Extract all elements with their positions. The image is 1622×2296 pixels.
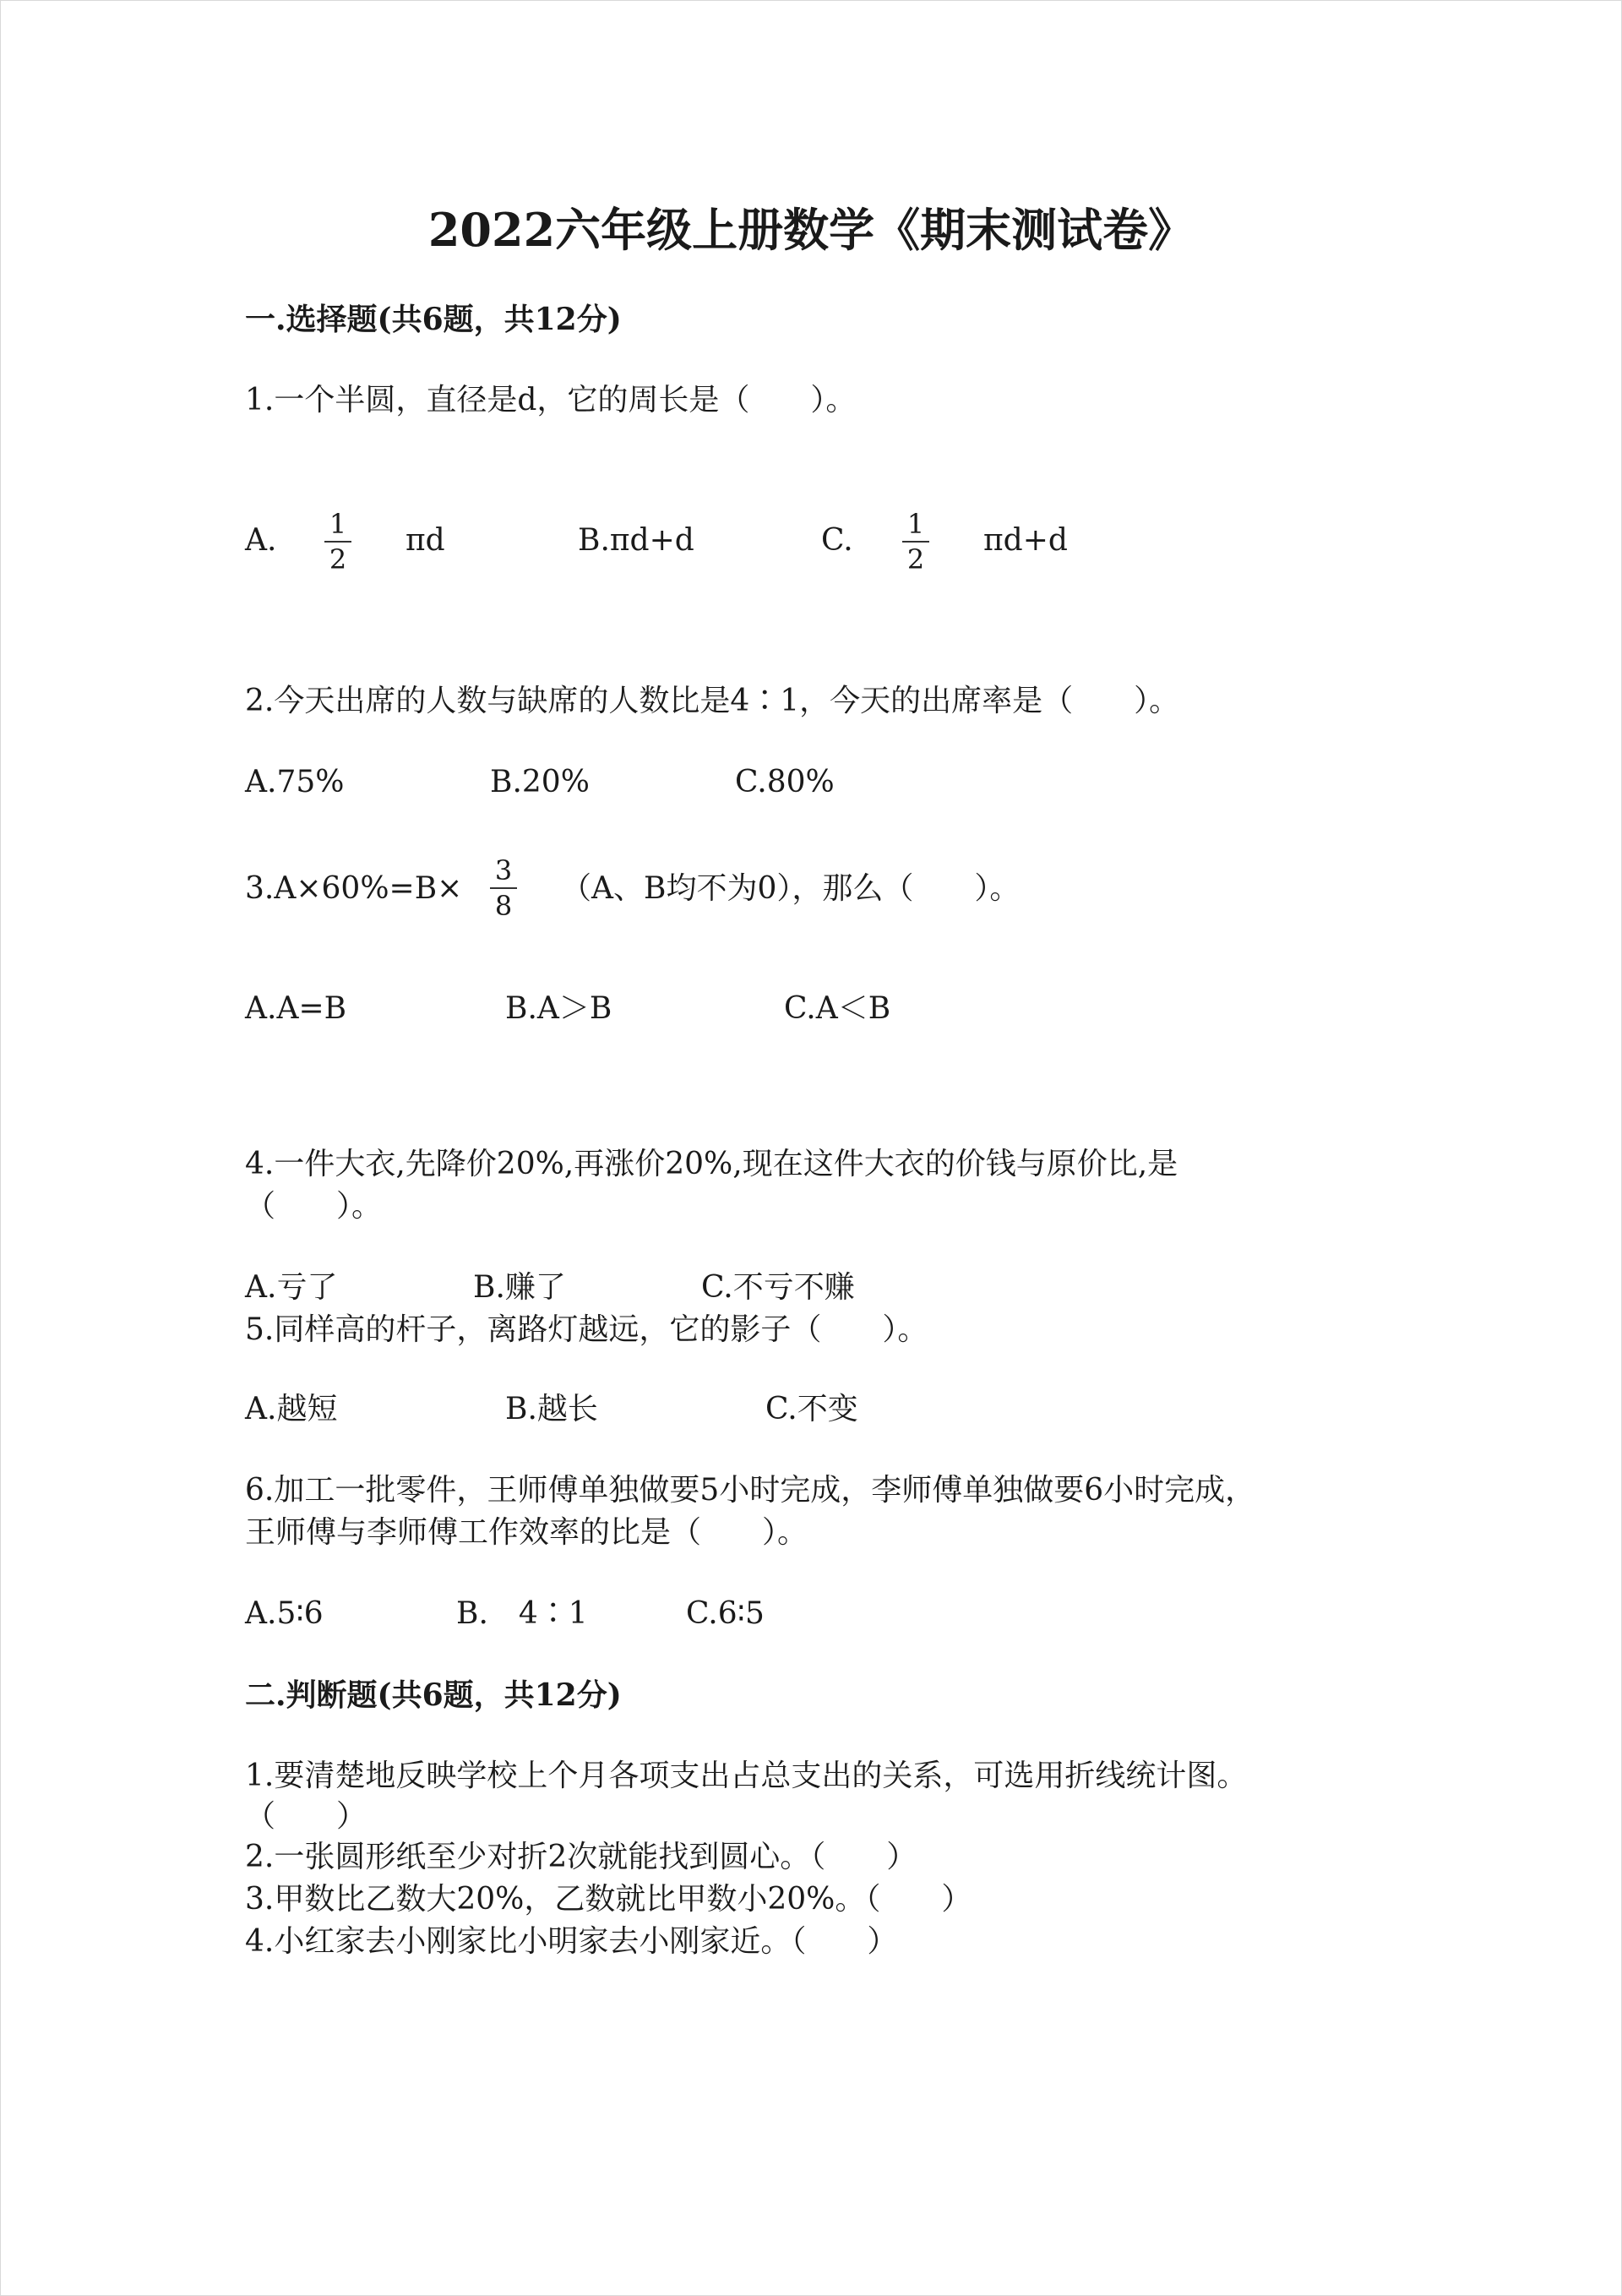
q5-option-c: C.不变	[765, 1392, 858, 1426]
q3-option-b: B.A＞B	[505, 991, 612, 1026]
q2-option-c: C.80%	[735, 765, 835, 799]
judgment-q2: 2.一张圆形纸至少对折2次就能找到圆心。（ ）	[245, 1840, 917, 1874]
fraction-denominator: 8	[494, 890, 513, 922]
fraction-numerator: 1	[906, 508, 925, 540]
q1-option-c-rest: πd+d	[983, 523, 1068, 558]
q2-option-b: B.20%	[490, 765, 590, 799]
fraction-bar	[902, 541, 929, 543]
q2-stem: 2.今天出席的人数与缺席的人数比是4∶1，今天的出席率是（ ）。	[245, 684, 1180, 718]
judgment-q1-line2: （ ）	[245, 1799, 367, 1834]
q1-option-a-label: A.	[245, 523, 277, 558]
q4-option-a: A.亏了	[245, 1270, 338, 1305]
fraction-numerator: 1	[329, 508, 347, 540]
q4-stem-line2: （ ）。	[245, 1189, 383, 1224]
fraction-numerator: 3	[494, 854, 513, 886]
q5-option-a: A.越短	[245, 1392, 338, 1426]
q6-stem-line1: 6.加工一批零件，王师傅单独做要5小时完成，李师傅单独做要6小时完成，	[245, 1473, 1256, 1508]
q4-option-b: B.赚了	[473, 1270, 566, 1305]
q1-stem: 1.一个半圆，直径是d，它的周长是（ ）。	[245, 383, 857, 417]
q4-stem-line1: 4.一件大衣,先降价20%,再涨价20%,现在这件大衣的价钱与原价比,是	[245, 1147, 1178, 1181]
judgment-q4: 4.小红家去小刚家比小明家去小刚家近。（ ）	[245, 1924, 898, 1959]
q6-option-b: B. 4∶1	[456, 1596, 588, 1631]
judgment-q1-line1: 1.要清楚地反映学校上个月各项支出占总支出的关系，可选用折线统计图。	[245, 1759, 1248, 1793]
page-title: 2022六年级上册数学《期末测试卷》	[427, 203, 1195, 257]
q3-option-c: C.A＜B	[784, 991, 891, 1026]
q6-option-c: C.6∶5	[686, 1596, 765, 1631]
section-heading-choice: 一.选择题(共6题，共12分)	[245, 302, 622, 337]
q3-option-a: A.A=B	[245, 991, 347, 1026]
q2-option-a: A.75%	[245, 765, 345, 799]
q3-stem-post: （A、B均不为0），那么（ ）。	[561, 871, 1021, 906]
fraction-bar	[324, 541, 351, 543]
fraction-denominator: 2	[329, 543, 347, 575]
q4-option-c: C.不亏不赚	[701, 1270, 855, 1305]
fraction-bar	[490, 887, 517, 889]
section-heading-judgment: 二.判断题(共6题，共12分)	[245, 1677, 622, 1713]
q1-option-a-fraction	[321, 509, 355, 575]
judgment-q3: 3.甲数比乙数大20%，乙数就比甲数小20%。（ ）	[245, 1882, 972, 1917]
q3-fraction	[487, 855, 520, 921]
q5-option-b: B.越长	[505, 1392, 598, 1426]
q3-stem-pre: 3.A×60%=B×	[245, 871, 463, 906]
q1-option-b: B.πd+d	[578, 523, 694, 558]
q1-option-a-rest: πd	[406, 523, 445, 558]
q6-stem-line2: 王师傅与李师傅工作效率的比是（ ）。	[245, 1515, 808, 1550]
q1-option-c-label: C.	[821, 523, 853, 558]
fraction-denominator: 2	[906, 543, 925, 575]
q6-option-a: A.5∶6	[245, 1596, 324, 1631]
q1-option-c-fraction	[899, 509, 933, 575]
q5-stem: 5.同样高的杆子，离路灯越远，它的影子（ ）。	[245, 1312, 928, 1347]
